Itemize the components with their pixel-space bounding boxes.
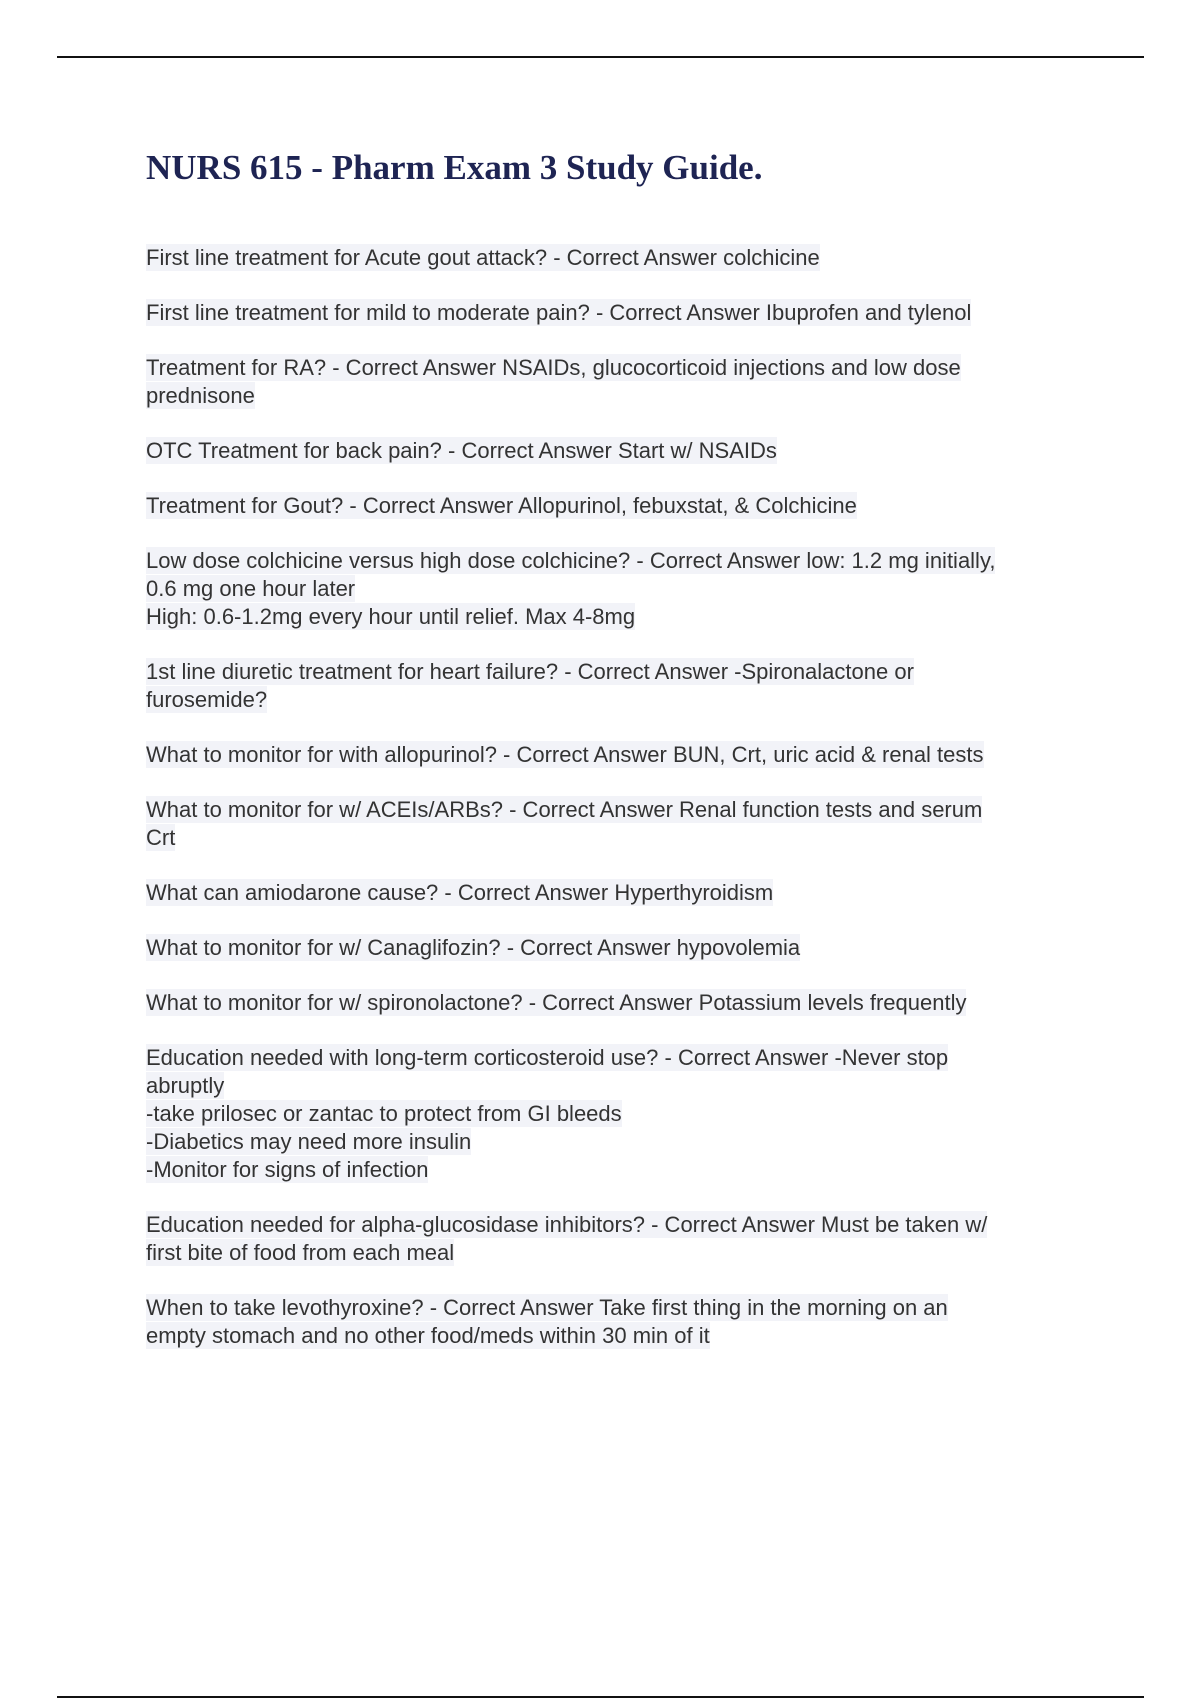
qa-line: empty stomach and no other food/meds within 30 min of it [146,1323,710,1348]
qa-line: 0.6 mg one hour later [146,576,356,601]
qa-entry [146,244,1092,272]
qa-line: 1st line diuretic treatment for heart failure? - Correct Answer -Spironalactone or [146,659,914,684]
qa-entry [146,989,1092,1017]
qa-entry [146,299,1092,327]
qa-line: Treatment for RA? - Correct Answer NSAIDs, glucocorticoid injections and low dose [146,355,961,380]
qa-line: abruptly [146,1073,225,1098]
qa-line: First line treatment for Acute gout attack? - Correct Answer colchicine [146,245,820,270]
document-title: NURS 615 - Pharm Exam 3 Study Guide. [146,148,763,187]
qa-line: -take prilosec or zantac to protect from GI bleeds [146,1101,622,1126]
qa-line: High: 0.6-1.2mg every hour until relief. Max 4-8mg [146,604,636,629]
qa-line: Low dose colchicine versus high dose colchicine? - Correct Answer low: 1.2 mg initially, [146,548,996,573]
qa-line: -Diabetics may need more insulin [146,1129,472,1154]
qa-entry [146,796,1092,852]
top-rule [57,56,1144,58]
qa-list [146,244,1092,1377]
qa-line: When to take levothyroxine? - Correct Answer Take first thing in the morning on an [146,1295,948,1320]
qa-entry [146,492,1092,520]
qa-line: What to monitor for w/ ACEIs/ARBs? - Correct Answer Renal function tests and serum [146,797,983,822]
qa-line: Education needed for alpha-glucosidase inhibitors? - Correct Answer Must be taken w/ [146,1212,988,1237]
qa-line: OTC Treatment for back pain? - Correct Answer Start w/ NSAIDs [146,438,777,463]
qa-entry [146,547,1092,631]
qa-entry [146,1044,1092,1184]
qa-line: first bite of food from each meal [146,1240,455,1265]
qa-line: Education needed with long-term corticosteroid use? - Correct Answer -Never stop [146,1045,949,1070]
qa-line: What to monitor for w/ spironolactone? - Correct Answer Potassium levels frequently [146,990,967,1015]
qa-line: What to monitor for w/ Canaglifozin? - Correct Answer hypovolemia [146,935,801,960]
qa-entry [146,934,1092,962]
qa-line: Crt [146,825,176,850]
qa-entry [146,354,1092,410]
qa-line: First line treatment for mild to moderate pain? - Correct Answer Ibuprofen and tylenol [146,300,972,325]
qa-entry [146,879,1092,907]
qa-line: furosemide? [146,687,268,712]
qa-entry [146,437,1092,465]
bottom-rule [57,1696,1144,1698]
qa-entry [146,741,1092,769]
qa-entry [146,1211,1092,1267]
qa-entry [146,1294,1092,1350]
qa-line: -Monitor for signs of infection [146,1157,429,1182]
qa-entry [146,658,1092,714]
qa-line: What can amiodarone cause? - Correct Answer Hyperthyroidism [146,880,774,905]
qa-line: What to monitor for with allopurinol? - Correct Answer BUN, Crt, uric acid & renal tests [146,742,984,767]
qa-line: Treatment for Gout? - Correct Answer Allopurinol, febuxstat, & Colchicine [146,493,857,518]
qa-line: prednisone [146,383,255,408]
